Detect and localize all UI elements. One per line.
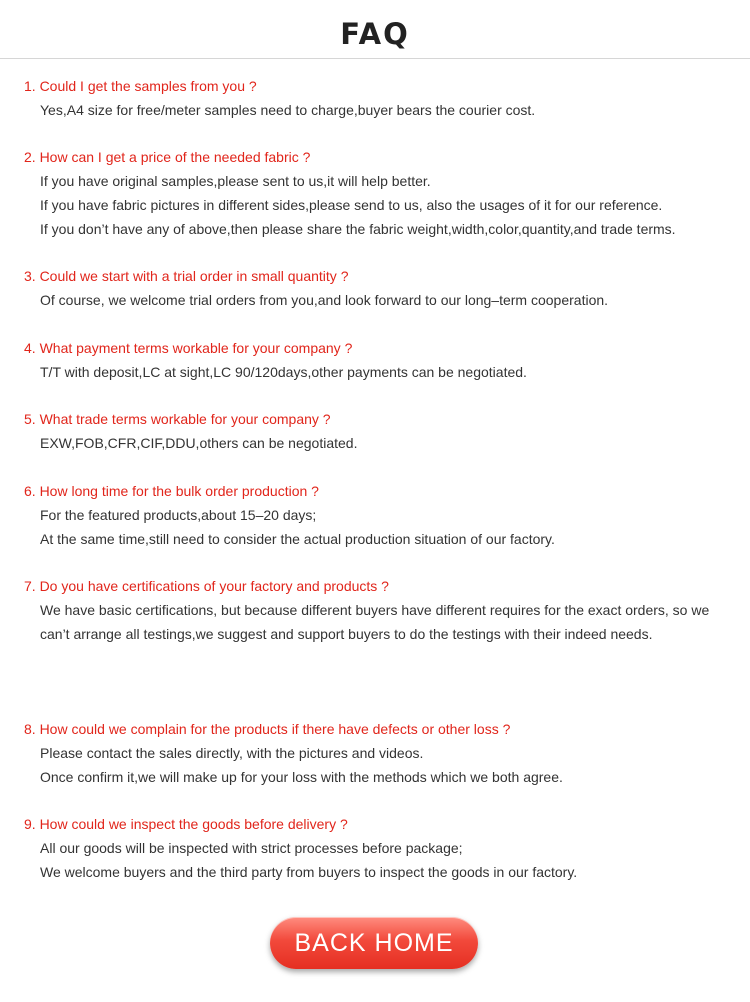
page-title: FAQ — [340, 17, 410, 51]
faq-answer-6-line-1: For the featured products,about 15–20 days; — [40, 507, 317, 523]
faq-answer-3-line-1: Of course, we welcome trial orders from you,and look forward to our long–term cooperation. — [40, 292, 609, 308]
faq-answer-9-line-1: All our goods will be inspected with strict processes before package; — [40, 840, 463, 856]
faq-answer-2-line-2: If you have fabric pictures in different sides,please send to us, also the usages of it for our reference. — [40, 197, 663, 213]
faq-question-5: 5. What trade terms workable for your company ? — [24, 411, 331, 427]
faq-answer-2-line-1: If you have original samples,please sent to us,it will help better. — [40, 173, 431, 189]
back-home-button[interactable]: BACK HOME — [270, 917, 478, 969]
faq-answer-1-line-1: Yes,A4 size for free/meter samples need to charge,buyer bears the courier cost. — [40, 102, 536, 118]
faq-answer-8-line-2: Once confirm it,we will make up for your loss with the methods which we both agree. — [40, 769, 563, 785]
faq-question-9: 9. How could we inspect the goods before delivery ? — [24, 816, 348, 832]
faq-answer-6-line-2: At the same time,still need to consider the actual production situation of our factory. — [40, 531, 555, 547]
faq-answer-5-line-1: EXW,FOB,CFR,CIF,DDU,others can be negotiated. — [40, 435, 358, 451]
faq-answer-4-line-1: T/T with deposit,LC at sight,LC 90/120days,other payments can be negotiated. — [40, 364, 527, 380]
faq-question-4: 4. What payment terms workable for your company ? — [24, 340, 353, 356]
faq-answer-9-line-2: We welcome buyers and the third party from buyers to inspect the goods in our factory. — [40, 864, 578, 880]
faq-question-7: 7. Do you have certifications of your factory and products ? — [24, 578, 389, 594]
faq-question-3: 3. Could we start with a trial order in small quantity ? — [24, 268, 349, 284]
faq-question-1: 1. Could I get the samples from you ? — [24, 78, 257, 94]
faq-answer-8-line-1: Please contact the sales directly, with the pictures and videos. — [40, 745, 424, 761]
faq-question-2: 2. How can I get a price of the needed fabric ? — [24, 149, 311, 165]
faq-question-8: 8. How could we complain for the products if there have defects or other loss ? — [24, 721, 511, 737]
title-divider — [0, 58, 750, 59]
faq-answer-7-paragraph: We have basic certifications, but because different buyers have different requires for the exact orders, so we can’t arrange all testings,we suggest and support buyers to do the testings with their indeed needs. — [40, 602, 710, 642]
faq-answer-2-line-3: If you don’t have any of above,then please share the fabric weight,width,color,quantity,and trade terms. — [40, 221, 676, 237]
faq-question-6: 6. How long time for the bulk order production ? — [24, 483, 319, 499]
